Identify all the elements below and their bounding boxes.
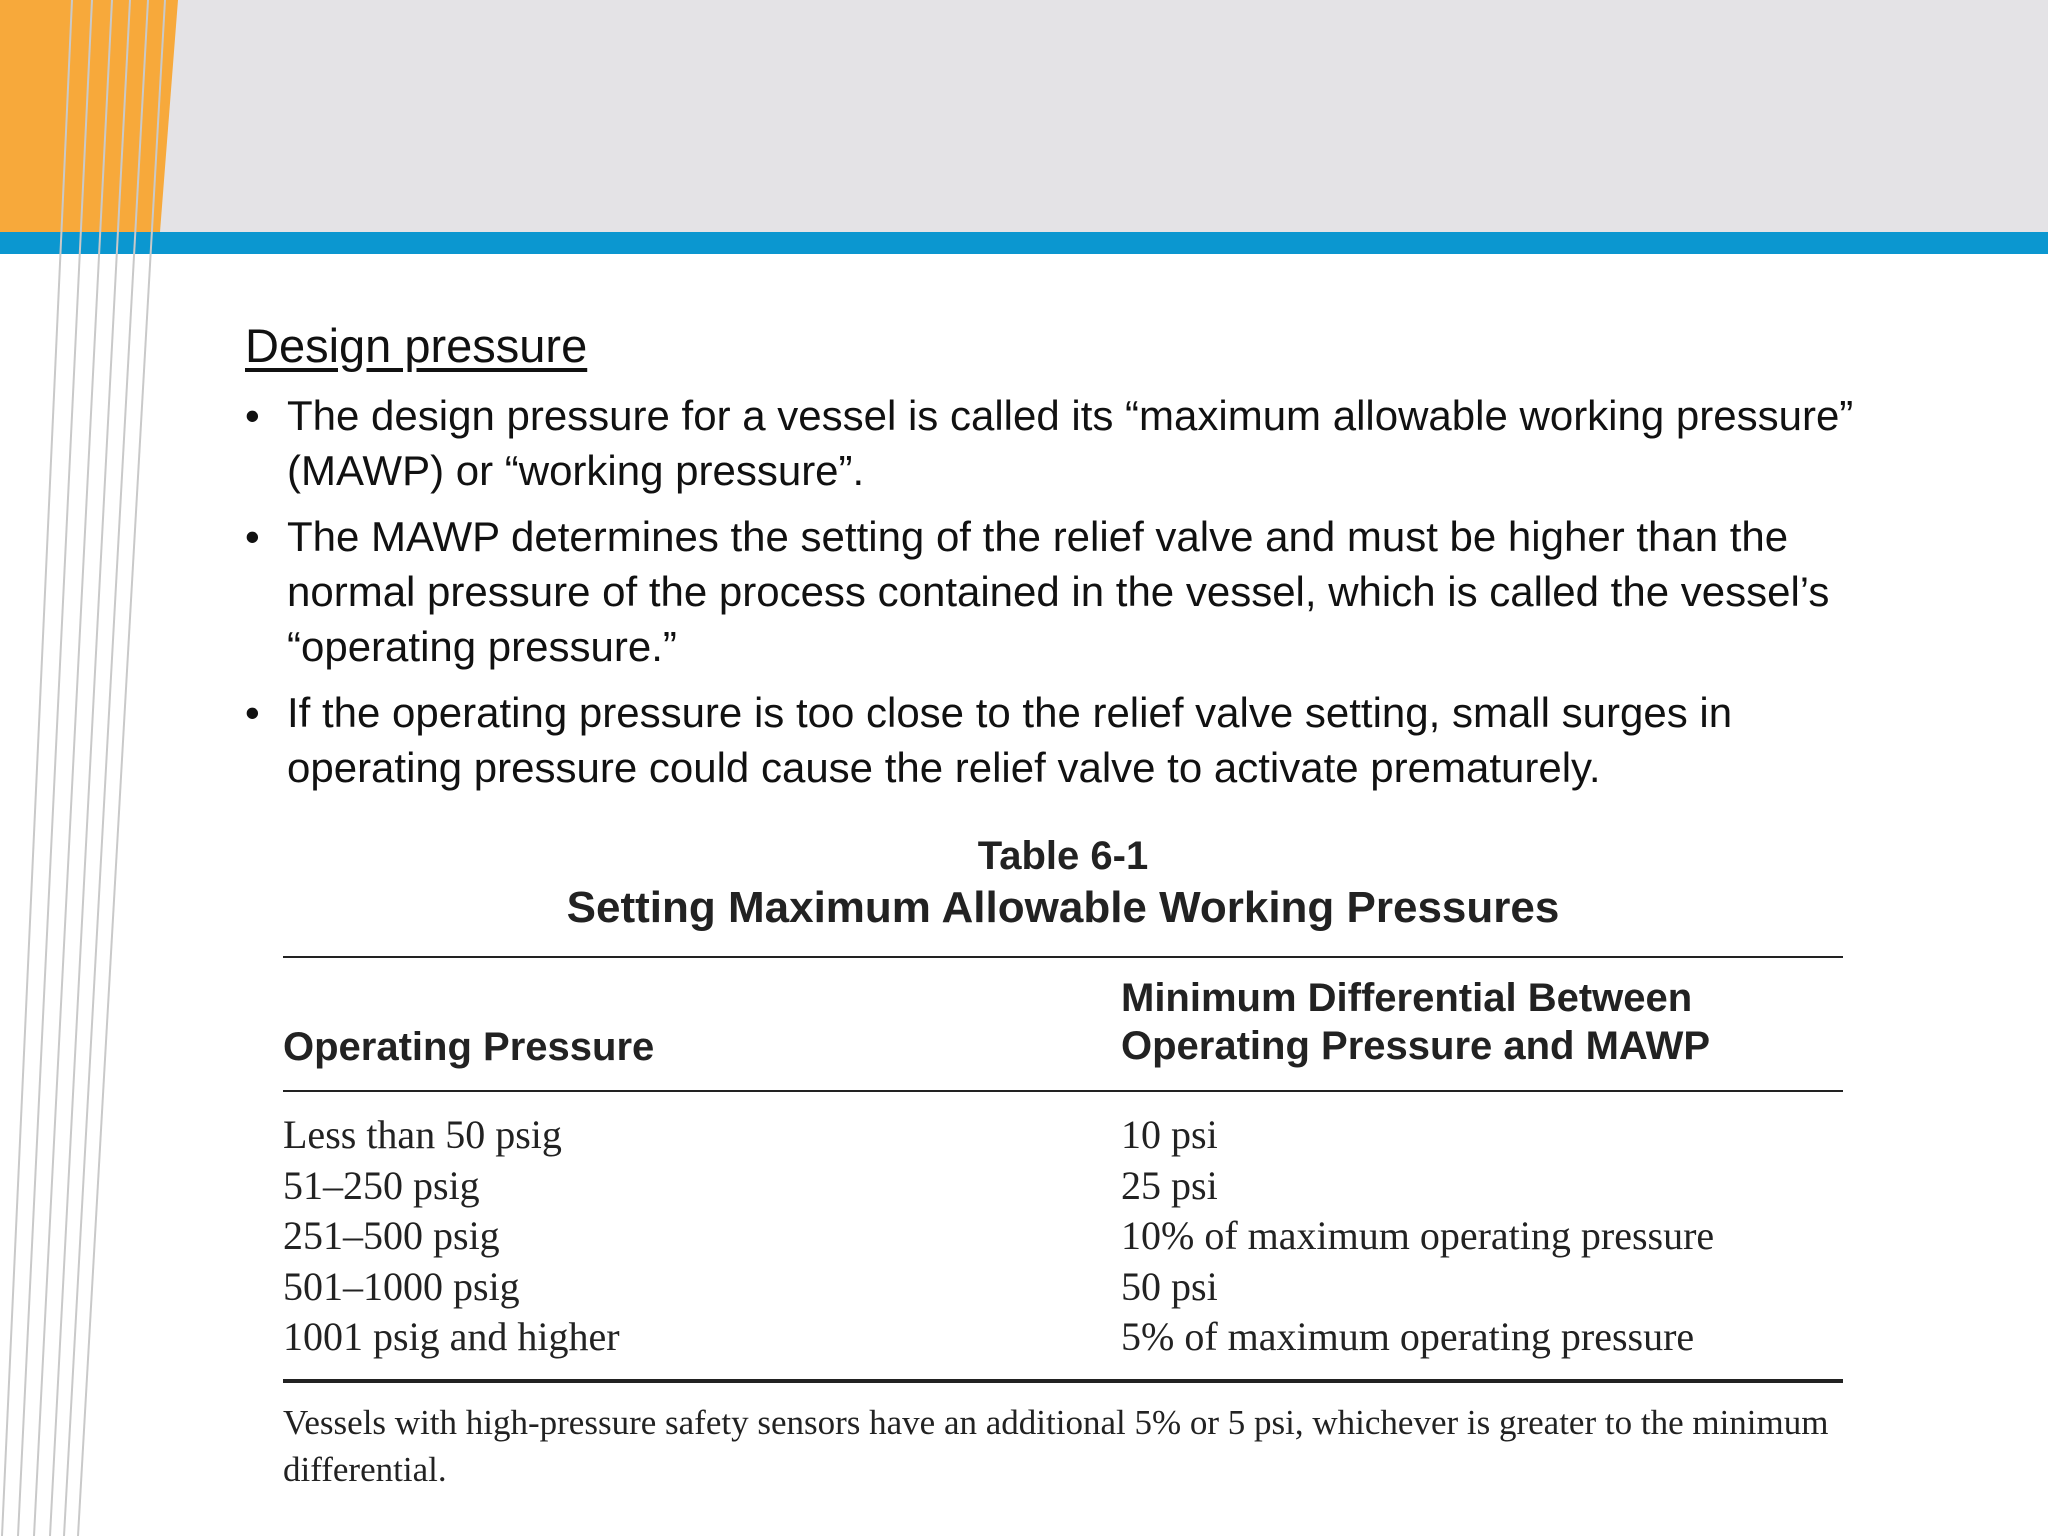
cell-operating-pressure: Less than 50 psig bbox=[283, 1112, 562, 1157]
bullet-dot-icon: • bbox=[245, 689, 260, 737]
cell-min-differential: 50 psi bbox=[1121, 1263, 1218, 1309]
header-min-differential-line1: Minimum Differential Between bbox=[1121, 976, 1693, 1020]
bullet-text: The design pressure for a vessel is called its “maximum allowable working pressure” (MAWP) or “working pressure”. bbox=[287, 392, 1854, 495]
bullet-dot-icon: • bbox=[245, 392, 260, 440]
table-row bbox=[283, 1161, 1843, 1212]
cell-min-differential: 25 psi bbox=[1121, 1162, 1218, 1208]
cell-min-differential: 5% of maximum operating pressure bbox=[1121, 1314, 1695, 1359]
bullet-item bbox=[245, 685, 1885, 795]
orange-corner-shape bbox=[0, 0, 178, 232]
accent-bar bbox=[0, 232, 2048, 254]
table-row bbox=[283, 1110, 1843, 1161]
bullet-dot-icon: • bbox=[245, 513, 260, 561]
bullet-item bbox=[245, 509, 1885, 674]
header-band bbox=[0, 0, 2048, 232]
table-footnote: Vessels with high-pressure safety sensors have an additional 5% or 5 psi, whichever is greater to the minimum differential. bbox=[283, 1402, 1829, 1489]
bottom-rule bbox=[283, 1379, 1843, 1383]
table-row bbox=[283, 1312, 1843, 1363]
header-min-differential-line2: Operating Pressure and MAWP bbox=[1121, 1024, 1711, 1068]
bullet-item bbox=[245, 388, 1885, 498]
cell-operating-pressure: 501–1000 psig bbox=[283, 1263, 520, 1309]
section-title: Design pressure bbox=[245, 319, 588, 372]
bullet-list bbox=[245, 388, 1885, 795]
table-title: Setting Maximum Allowable Working Pressures bbox=[566, 883, 1560, 932]
table-header-row bbox=[283, 958, 1843, 1090]
cell-operating-pressure: 51–250 psig bbox=[283, 1162, 480, 1208]
table-number: Table 6-1 bbox=[977, 834, 1149, 878]
decorative-lines bbox=[0, 0, 190, 1536]
bullet-text: The MAWP determines the setting of the relief valve and must be higher than the normal pressure of the process contained in the vessel, which is called the vessel’s “operating pressure.” bbox=[287, 513, 1830, 671]
cell-min-differential: 10% of maximum operating pressure bbox=[1121, 1213, 1715, 1258]
pressure-table bbox=[283, 830, 1843, 1493]
table-row bbox=[283, 1262, 1843, 1313]
slide-content bbox=[245, 318, 1885, 806]
header-operating-pressure: Operating Pressure bbox=[283, 1025, 655, 1069]
table-body bbox=[283, 1092, 1843, 1379]
bullet-text: If the operating pressure is too close to the relief valve setting, small surges in operating pressure could cause the relief valve to activate prematurely. bbox=[287, 689, 1733, 792]
table-row bbox=[283, 1211, 1843, 1262]
cell-operating-pressure: 1001 psig and higher bbox=[283, 1314, 620, 1359]
header-min-differential bbox=[1121, 974, 1710, 1070]
cell-operating-pressure: 251–500 psig bbox=[283, 1213, 500, 1258]
cell-min-differential: 10 psi bbox=[1121, 1112, 1218, 1157]
